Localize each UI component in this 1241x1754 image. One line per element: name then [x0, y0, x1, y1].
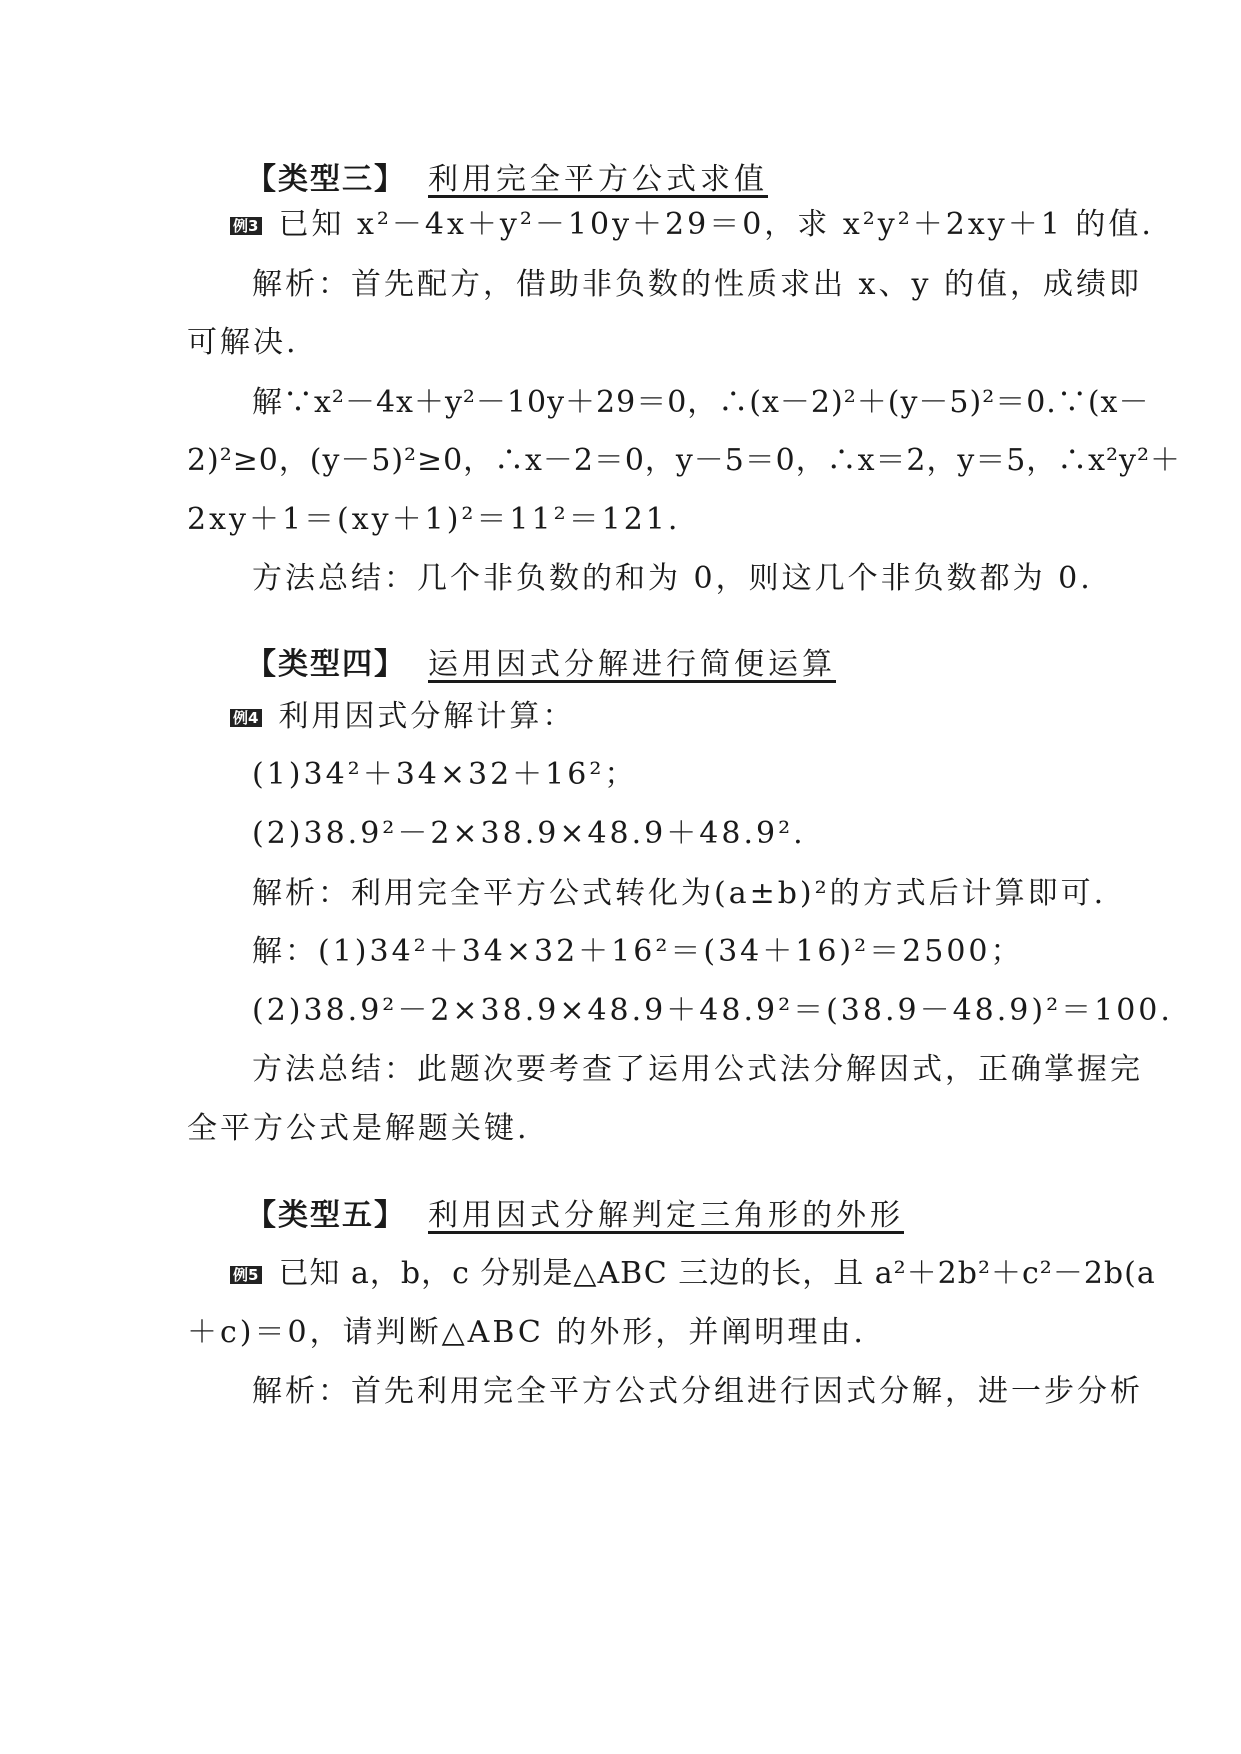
type3-summary: 方法总结：几个非负数的和为 0，则这几个非负数都为 0.: [252, 561, 1093, 596]
type5-heading: [246, 1196, 904, 1236]
type4-solution-line-2: (2)38.9²－2×38.9×48.9＋48.9²＝(38.9－48.9)²＝100.: [252, 993, 1173, 1028]
type3-solution-line-2: 2)²≥0，(y－5)²≥0，∴x－2＝0，y－5＝0，∴x＝2，y＝5，∴x²y²＋: [187, 443, 1181, 478]
example-5-line-1: [230, 1254, 1156, 1294]
type3-bracket: 【类型三】: [246, 162, 406, 197]
type5-bracket: 【类型五】: [246, 1198, 406, 1233]
type4-item-2: (2)38.9²－2×38.9×48.9＋48.9².: [252, 816, 806, 851]
type4-bracket: 【类型四】: [246, 647, 406, 682]
example-3-text: 已知 x²－4x＋y²－10y＋29＝0，求 x²y²＋2xy＋1 的值.: [278, 207, 1154, 242]
type4-title: 运用因式分解进行简便运算: [428, 647, 836, 682]
example-3: [230, 205, 1154, 245]
example-4: [230, 697, 575, 737]
type4-item-1: (1)34²＋34×32＋16²；: [252, 757, 638, 792]
type3-title: 利用完全平方公式求值: [428, 162, 768, 197]
type3-analysis-line-2: 可解决.: [187, 325, 299, 360]
type4-solution-line-1: 解：(1)34²＋34×32＋16²＝(34＋16)²＝2500；: [252, 934, 1024, 969]
type4-summary-line-2: 全平方公式是解题关键.: [187, 1111, 530, 1146]
example-5-line-2: ＋c)＝0，请判断△ABC 的外形，并阐明理由.: [187, 1315, 866, 1350]
example-5-badge: 例5: [230, 1266, 262, 1284]
example-4-text: 利用因式分解计算：: [278, 699, 576, 734]
type3-analysis-line-1: 解析：首先配方，借助非负数的性质求出 x、y 的值，成绩即: [252, 267, 1142, 302]
type3-solution-line-1: 解∵x²－4x＋y²－10y＋29＝0，∴(x－2)²＋(y－5)²＝0.∵(x－: [252, 385, 1150, 420]
type4-heading: [246, 645, 836, 685]
type3-heading: [246, 160, 768, 200]
type3-solution-line-3: 2xy＋1＝(xy＋1)²＝11²＝121.: [187, 502, 681, 537]
example-3-badge: 例3: [230, 217, 262, 235]
type4-analysis: 解析：利用完全平方公式转化为(a±b)²的方式后计算即可.: [252, 876, 1107, 911]
type4-summary-line-1: 方法总结：此题次要考查了运用公式法分解因式，正确掌握完: [252, 1052, 1143, 1087]
example-5-text: 已知 a，b，c 分别是△ABC 三边的长，且 a²＋2b²＋c²－2b(a: [278, 1256, 1156, 1291]
type5-analysis-line-1: 解析：首先利用完全平方公式分组进行因式分解，进一步分析: [252, 1374, 1143, 1409]
example-4-badge: 例4: [230, 709, 262, 727]
type5-title: 利用因式分解判定三角形的外形: [428, 1198, 904, 1233]
